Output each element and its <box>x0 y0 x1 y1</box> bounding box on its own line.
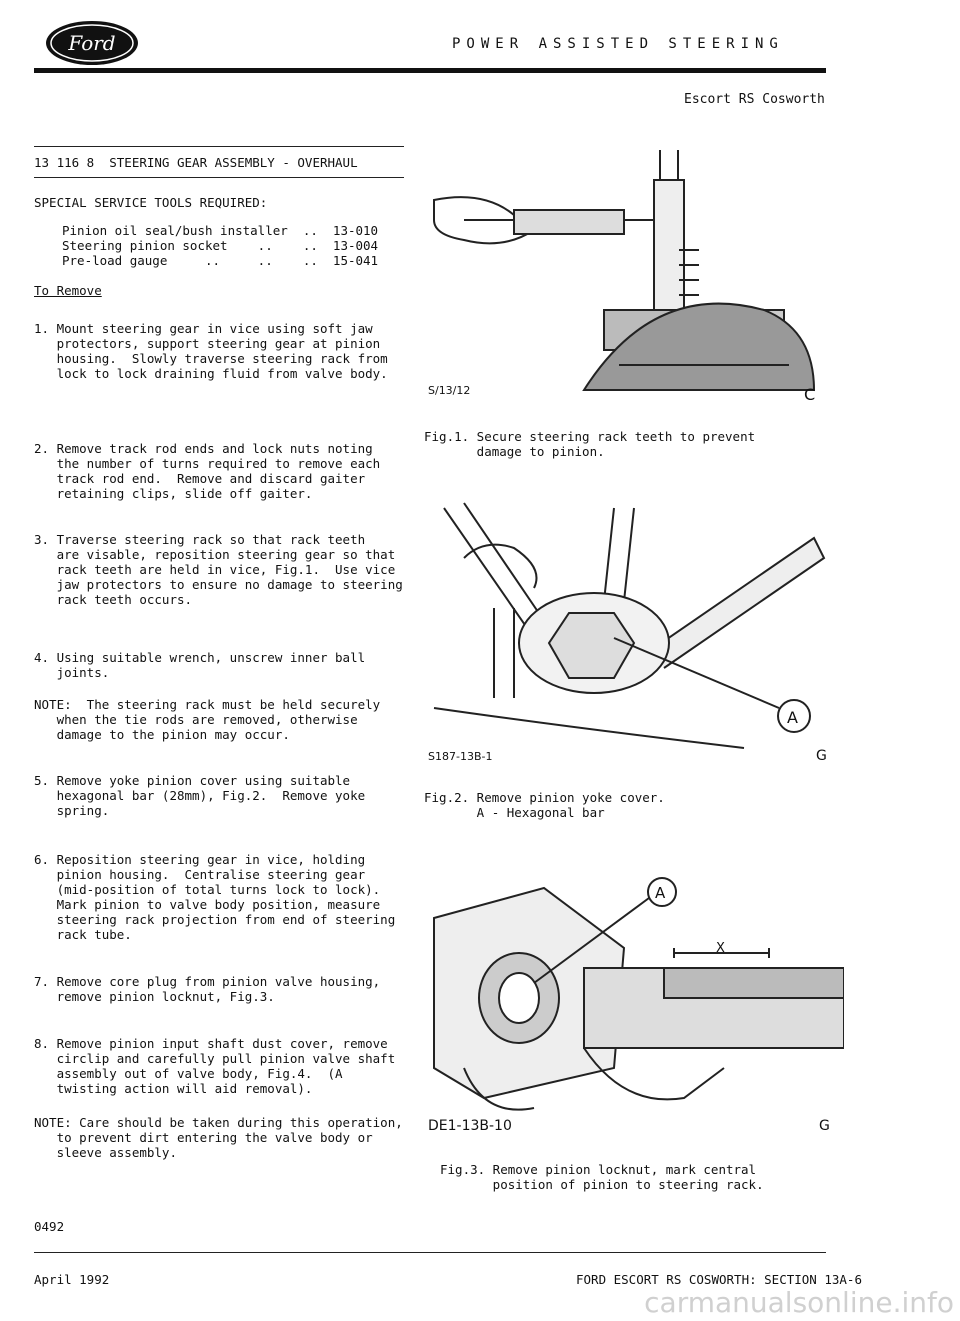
tool-item: Steering pinion socket .. .. 13-004 <box>62 238 379 253</box>
figure-2-ref: S187-13B-1 <box>428 750 493 763</box>
watermark: carmanualsonline.info <box>644 1286 954 1319</box>
figure-1-illustration <box>424 140 844 414</box>
ford-logo <box>44 18 140 68</box>
figure-3-callout: A <box>655 884 666 902</box>
figure-3-ref: DE1-13B-10 <box>428 1118 512 1134</box>
figure-1-caption: Fig.1. Secure steering rack teeth to prevent damage to pinion. <box>424 429 756 459</box>
figure-3-mark: G <box>819 1118 830 1134</box>
figure-2-caption: Fig.2. Remove pinion yoke cover. A - Hexagonal bar <box>424 790 665 820</box>
footer-rule <box>34 1252 826 1253</box>
step-4: 4. Using suitable wrench, unscrew inner ball joints. <box>34 650 366 680</box>
section-bottom-rule <box>34 177 404 178</box>
footer-section: FORD ESCORT RS COSWORTH: SECTION 13A-6 <box>576 1272 862 1287</box>
note-1: NOTE: The steering rack must be held securely when the tie rods are removed, otherwise damage to the pinion may occur. <box>34 697 381 742</box>
remove-heading: To Remove <box>34 283 102 298</box>
footer-date: April 1992 <box>34 1272 110 1287</box>
step-7: 7. Remove core plug from pinion valve housing, remove pinion locknut, Fig.3. <box>34 974 381 1004</box>
tool-item: Pre-load gauge .. .. .. 15-041 <box>62 253 379 268</box>
tool-item: Pinion oil seal/bush installer .. 13-010 <box>62 223 379 238</box>
section-heading: 13 116 8 STEERING GEAR ASSEMBLY - OVERHAUL <box>34 155 358 170</box>
tools-heading: SPECIAL SERVICE TOOLS REQUIRED: <box>34 195 268 210</box>
document-title: POWER ASSISTED STEERING <box>452 36 784 52</box>
figure-3-illustration <box>424 868 844 1142</box>
figure-3-caption: Fig.3. Remove pinion locknut, mark central position of pinion to steering rack. <box>440 1162 764 1192</box>
step-1: 1. Mount steering gear in vice using soft jaw protectors, support steering gear at pinion housing. Slowly traverse steering rack from lock to lock draining fluid from valve body. <box>34 321 388 381</box>
figure-3-dimension-label: X <box>716 941 725 956</box>
step-8: 8. Remove pinion input shaft dust cover, remove circlip and carefully pull pinion valve shaft assembly out of valve body, Fig.4. (A twisting action will aid removal). <box>34 1036 396 1096</box>
figure-2-callout: A <box>787 708 798 727</box>
document-subtitle: Escort RS Cosworth <box>684 92 825 107</box>
figure-1-mark: C <box>804 385 816 404</box>
step-5: 5. Remove yoke pinion cover using suitable hexagonal bar (28mm), Fig.2. Remove yoke spring. <box>34 773 366 818</box>
page-code: 0492 <box>34 1219 65 1234</box>
step-3: 3. Traverse steering rack so that rack teeth are visable, reposition steering gear so that rack teeth are held in vice, Fig.1. Use vice jaw protectors to ensure no damage to steering rack teeth occurs. <box>34 532 403 607</box>
note-2: NOTE: Care should be taken during this operation, to prevent dirt entering the valve body or sleeve assembly. <box>34 1115 403 1160</box>
figure-2-mark: G <box>816 748 827 764</box>
figure-1-ref: S/13/12 <box>428 384 471 397</box>
section-top-rule <box>34 146 404 147</box>
figure-2-illustration <box>424 498 844 772</box>
step-2: 2. Remove track rod ends and lock nuts noting the number of turns required to remove each track rod end. Remove and discard gaiter retaining clips, slide off gaiter. <box>34 441 381 501</box>
header-rule <box>34 68 826 73</box>
step-6: 6. Reposition steering gear in vice, holding pinion housing. Centralise steering gear (mid-position of total turns lock to lock). Mark pinion to valve body position, measure steering rack projection from end of steering rack tube. <box>34 852 396 942</box>
svg-text:Ford: Ford <box>68 31 116 55</box>
